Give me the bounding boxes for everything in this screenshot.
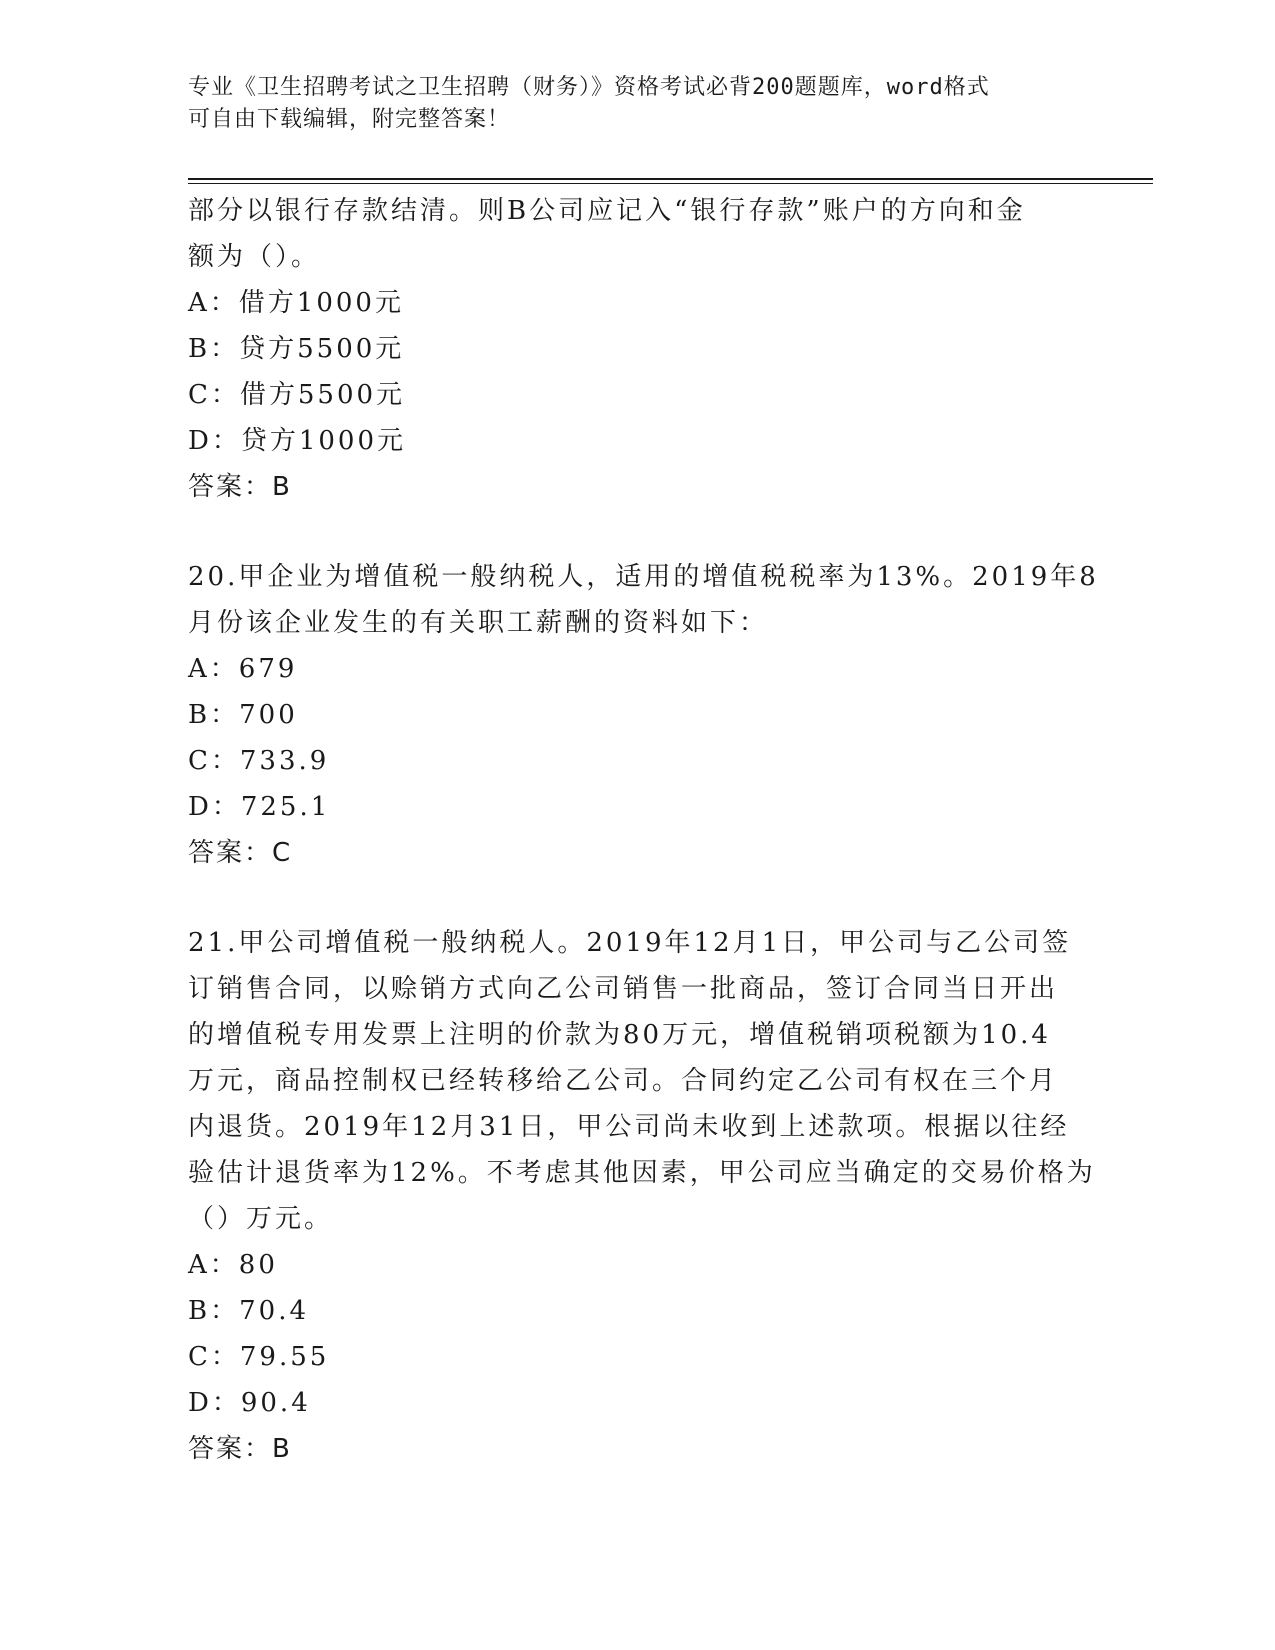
question-stem-line: 内退货。2019年12月31日，甲公司尚未收到上述款项。根据以往经 — [188, 1112, 1070, 1142]
option-c: C：79.55 — [188, 1342, 330, 1372]
option-c: C：733.9 — [188, 746, 330, 776]
question-stem-line: （）万元。 — [188, 1204, 334, 1234]
question-stem-line: 额为（）。 — [188, 242, 321, 272]
document-body — [188, 188, 1099, 1472]
question-stem-line: 月份该企业发生的有关职工薪酬的资料如下： — [188, 608, 769, 638]
option-a: A：借方1000元 — [188, 288, 404, 318]
question-21 — [188, 920, 1096, 1472]
question-stem-line: 订销售合同，以赊销方式向乙公司销售一批商品，签订合同当日开出 — [188, 974, 1059, 1004]
option-b: B：70.4 — [188, 1296, 309, 1326]
answer-line: 答案：B — [188, 472, 292, 502]
answer-line: 答案：C — [188, 838, 293, 868]
question-stem-line: 验估计退货率为12%。不考虑其他因素，甲公司应当确定的交易价格为 — [188, 1158, 1096, 1188]
question-19 — [188, 188, 1088, 510]
question-stem-line: 21.甲公司增值税一般纳税人。2019年12月1日，甲公司与乙公司签 — [188, 928, 1072, 958]
question-20 — [188, 554, 1099, 876]
question-spacer — [188, 510, 1088, 554]
question-stem-line: 部分以银行存款结清。则B公司应记入“银行存款”账户的方向和金 — [188, 196, 1026, 226]
header-divider-thin — [188, 183, 1153, 184]
document-header — [188, 72, 1068, 136]
question-spacer — [188, 876, 1088, 920]
header-divider-thick — [188, 178, 1153, 180]
option-d: D：90.4 — [188, 1388, 311, 1418]
header-line-1: 专业《卫生招聘考试之卫生招聘（财务）》资格考试必背200题题库，word格式 — [188, 75, 990, 100]
option-d: D：贷方1000元 — [188, 426, 407, 456]
question-stem-line: 的增值税专用发票上注明的价款为80万元，增值税销项税额为10.4 — [188, 1020, 1051, 1050]
option-d: D：725.1 — [188, 792, 331, 822]
option-c: C：借方5500元 — [188, 380, 406, 410]
question-stem-line: 万元，商品控制权已经转移给乙公司。合同约定乙公司有权在三个月 — [188, 1066, 1059, 1096]
answer-line: 答案：B — [188, 1434, 292, 1464]
option-a: A：679 — [188, 654, 298, 684]
header-line-2: 可自由下载编辑，附完整答案！ — [188, 107, 511, 132]
option-b: B：贷方5500元 — [188, 334, 405, 364]
question-stem-line: 20.甲企业为增值税一般纳税人，适用的增值税税率为13%。2019年8 — [188, 562, 1099, 592]
option-b: B：700 — [188, 700, 298, 730]
option-a: A：80 — [188, 1250, 278, 1280]
